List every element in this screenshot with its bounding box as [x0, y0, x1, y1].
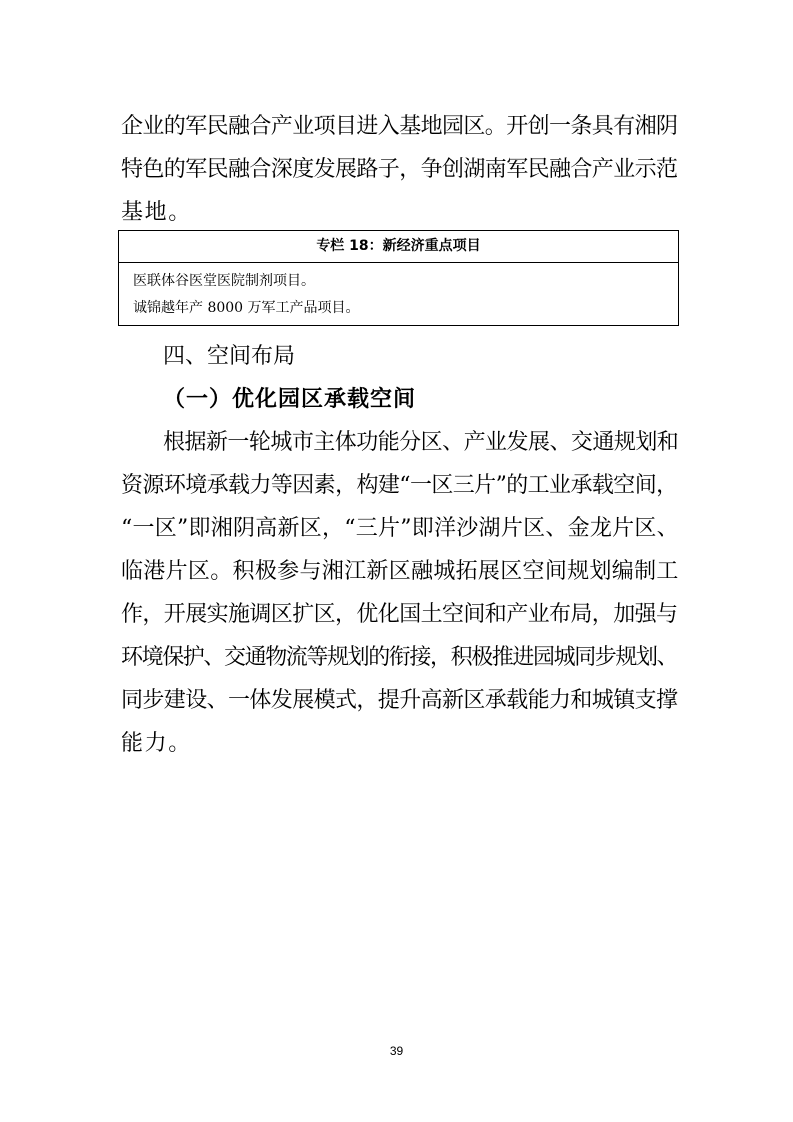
sidebar-box: [118, 230, 679, 326]
body-line: 资源环境承载力等因素，构建“一区三片”的工业承载空间，: [121, 473, 678, 498]
section-heading: 四、空间布局: [163, 344, 296, 369]
sidebar-box-title: 专栏 18：新经济重点项目: [119, 231, 678, 263]
sidebar-box-item: 医联体谷医堂医院制剂项目。: [133, 273, 315, 289]
page-number: 39: [389, 1044, 404, 1058]
body-line: 能力。: [121, 731, 192, 756]
body-line: 同步建设、一体发展模式，提升高新区承载能力和城镇支撑: [121, 688, 678, 713]
intro-line: 特色的军民融合深度发展路子，争创湖南军民融合产业示范: [121, 157, 678, 182]
sidebar-box-item: 诚锦越年产 8000 万军工产品项目。: [133, 300, 360, 316]
body-line: 作，开展实施调区扩区，优化国土空间和产业布局，加强与: [121, 602, 678, 627]
subsection-heading: （一）优化园区承载空间: [163, 387, 417, 412]
intro-line: 企业的军民融合产业项目进入基地园区。开创一条具有湘阴: [121, 114, 678, 139]
body-line: 临港片区。积极参与湘江新区融城拓展区空间规划编制工: [121, 559, 679, 584]
intro-line: 基地。: [121, 200, 192, 225]
body-line: “一区”即湘阴高新区，“三片”即洋沙湖片区、金龙片区、: [121, 516, 679, 541]
body-line: 环境保护、交通物流等规划的衔接，积极推进园城同步规划、: [121, 645, 678, 670]
body-line: 根据新一轮城市主体功能分区、产业发展、交通规划和: [163, 430, 679, 455]
